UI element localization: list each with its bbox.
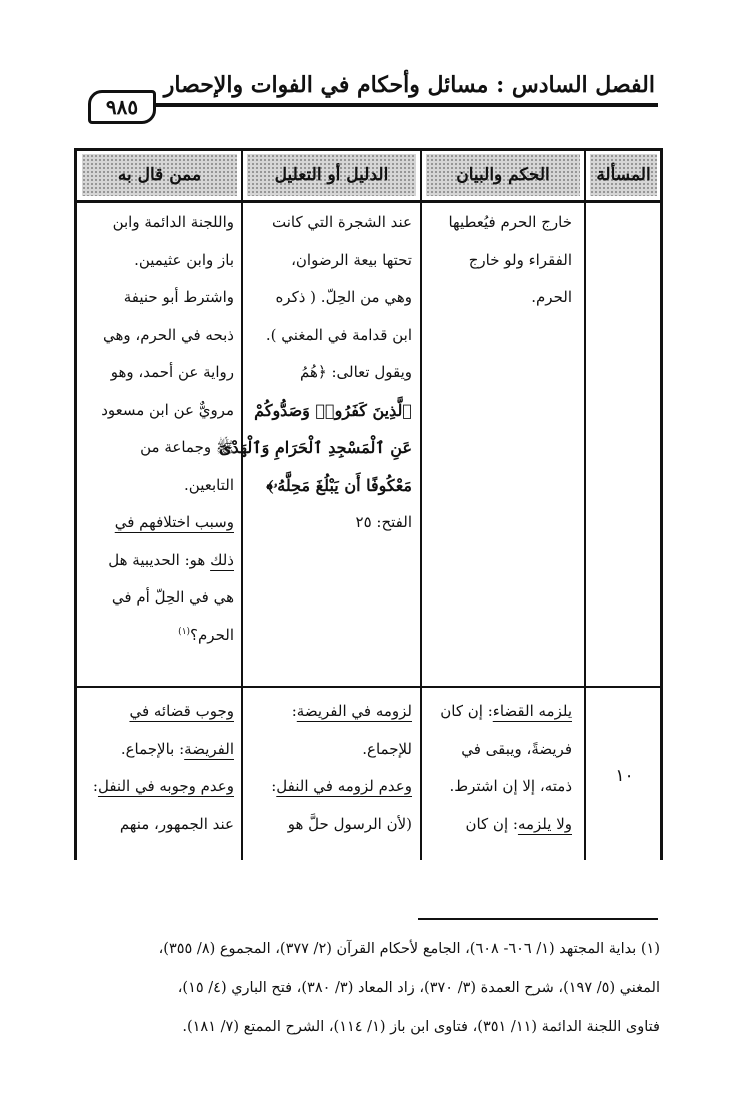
- row1-who-said-cell: [86, 204, 234, 654]
- text-fragment: هو: الحديبية هل: [108, 550, 211, 569]
- evidence-label: وعدم لزومه في النفل: [276, 777, 412, 795]
- ruling-label: ولا يلزمه: [517, 814, 572, 833]
- quran-verse-line: مَعْكُوفًا أَن يَبْلُغَ مَحِلَّهُۥ﴾: [266, 475, 412, 495]
- who-said-label: وجوب قضائه في: [129, 702, 234, 720]
- chapter-title: الفصل السادس : مسائل وأحكام في الفوات والإحصار: [163, 72, 655, 98]
- text-line: فريضةً، ويبقى في: [461, 739, 572, 758]
- footnote: [80, 930, 660, 1047]
- row2-ruling-cell: [430, 693, 572, 843]
- footnote-ref: (١): [178, 626, 191, 637]
- text-line: (لأن الرسول حلَّ هو: [287, 814, 412, 833]
- table-border-right: [660, 148, 663, 860]
- text-line: باز وابن عثيمين.: [134, 250, 234, 269]
- text-line: الحرم.: [531, 288, 572, 306]
- who-said-label: الفريضة: [184, 739, 234, 758]
- ruling-label: يلزمه القضاء: [492, 702, 572, 720]
- header-ruling: الحكم والبيان: [426, 154, 580, 196]
- row2-who-said-cell: [86, 693, 234, 843]
- table-border-left: [74, 148, 77, 860]
- text-line: عند الجمهور، منهم: [119, 814, 234, 833]
- text-line: [86, 617, 234, 655]
- who-said-label: وعدم وجوبه في النفل: [97, 777, 234, 795]
- quran-verse-line: ٱلَّذِينَ كَفَرُوا۟ وَصَدُّوكُمْ: [254, 400, 412, 420]
- issue-number: ١٠: [615, 766, 634, 786]
- header-rule: [150, 103, 658, 107]
- column-divider: [420, 148, 422, 860]
- text-line: رواية عن أحمد، وهو: [110, 363, 234, 381]
- dispute-label: ذلك: [210, 550, 234, 569]
- text-line: [86, 542, 234, 580]
- text-line: لزومه في الفريضة:: [291, 702, 412, 720]
- text-fragment: : إن كان: [465, 814, 518, 833]
- verse-reference: الفتح: ٢٥: [355, 513, 412, 531]
- text-line: الفقراء ولو خارج: [468, 250, 572, 269]
- text-fragment: الحرم؟: [190, 625, 234, 644]
- text-line: للإجماع.: [362, 739, 412, 758]
- text-line: ذمته، إلا إن اشترط.: [449, 777, 572, 795]
- text-fragment: : إن كان: [440, 702, 493, 720]
- evidence-label: لزومه في الفريضة: [296, 702, 412, 720]
- row1-evidence-cell: [219, 204, 412, 542]
- text-line: وعدم لزومه في النفل:: [271, 777, 412, 795]
- footnote-line: (١) بداية المجتهد (١/ ٦٠٦- ٦٠٨)، الجامع لأحكام القرآن (٢/ ٣٧٧)، المجموع (٨/ ٣٥٥)،: [158, 941, 660, 957]
- text-line: [86, 693, 234, 731]
- text-line: ﷺ وجماعة من: [140, 438, 234, 456]
- column-divider: [584, 148, 586, 860]
- header-row-divider: [74, 200, 663, 203]
- text-line: هي في الحِلّ أم في: [111, 588, 234, 606]
- table-border-top: [74, 148, 663, 151]
- dispute-label: وسبب اختلافهم في: [114, 513, 234, 531]
- footnote-rule: [418, 918, 658, 920]
- row-divider: [74, 686, 663, 688]
- text-fragment: : بالإجماع.: [120, 739, 185, 758]
- rulings-table: [74, 148, 663, 860]
- text-line: خارج الحرم فيُعطيها: [448, 213, 572, 231]
- header-evidence: الدليل أو التعليل: [247, 154, 416, 196]
- page-number: ٩٨٥: [88, 90, 156, 124]
- text-line: [86, 504, 234, 542]
- quran-verse-line: عَنِ ٱلْمَسْجِدِ ٱلْحَرَامِ وَٱلْهَدْىَ: [219, 438, 412, 457]
- row2-evidence-cell: [252, 693, 412, 843]
- text-line: تحتها بيعة الرضوان،: [291, 250, 412, 269]
- text-line: التابعين.: [184, 475, 234, 494]
- text-line: ابن قدامة في المغني ).: [265, 325, 412, 344]
- header-who-said: ممن قال به: [82, 154, 237, 196]
- text-line: واشترط أبو حنيفة: [123, 288, 234, 306]
- text-line: [430, 693, 572, 731]
- text-line: وعدم وجوبه في النفل:: [92, 777, 234, 795]
- text-line: مرويٌّ عن ابن مسعود: [101, 400, 234, 419]
- text-line: عند الشجرة التي كانت: [272, 213, 412, 231]
- row1-ruling-cell: [430, 204, 572, 317]
- text-line: [430, 806, 572, 844]
- text-line: ذبحه في الحرم، وهي: [102, 325, 234, 344]
- text-line: [86, 731, 234, 769]
- column-divider: [241, 148, 243, 860]
- footnote-line: فتاوى اللجنة الدائمة (١١/ ٣٥١)، فتاوى ابن باز (١/ ١١٤)، الشرح الممتع (٧/ ١٨١).: [182, 1019, 660, 1035]
- text-line: واللجنة الدائمة وابن: [112, 213, 234, 231]
- text-line: وهي من الحِلّ. ( ذكره: [275, 288, 412, 306]
- header-issue: المسألة: [590, 154, 657, 196]
- footnote-line: المغني (٥/ ١٩٧)، شرح العمدة (٣/ ٣٧٠)، زاد المعاد (٣/ ٣٨٠)، فتح الباري (٤/ ١٥)،: [177, 980, 660, 996]
- text-line: ويقول تعالى: ﴿هُمُ: [300, 363, 412, 381]
